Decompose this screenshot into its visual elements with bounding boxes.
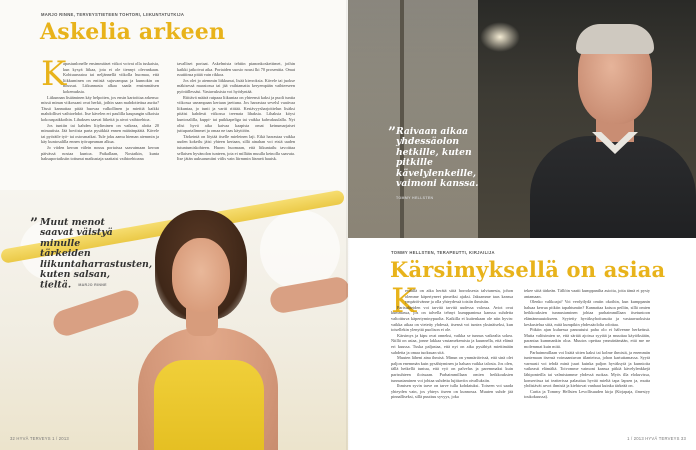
spread-gutter: [346, 0, 350, 450]
right-kicker: TOMMY HELLSTEN, TERAPEUTTI, KIRJAILIJA: [391, 250, 495, 255]
paragraph: Jos tuntiin tai kahden liiyliminen on vaikeaa, aloita 20 minuutista. Jää hoviista parta pysäkkiä ennen määränpäätä. Kävele tai pyöräile työ- tai ostosmatkat. Tule joku aamu hieman aiemmin ja käy kuntosalilla ennen työrupeaman alkua.: [41, 122, 159, 145]
yellow-top: [154, 360, 264, 450]
left-quote-text: Muut menot saavat väistyä minulle tärkeiden liikuntaharrastusten, kuten salsan, tieltä.: [40, 217, 153, 292]
paragraph: apasiunlonelle ensimmäiset viikot voivat olla tuskaisia, kun kysyä liikaa, jota ei ole tiennyt olevankaan. Kohtuuruutoa tai neljännellä viikolla huomaa, että liikkuminen on entistä sujuvampaa ja kunnokin on noussut. Liikunnasta alkaa saada ensimmäisen kokemuksia.: [63, 61, 159, 94]
right-folio: 1 / 2013 HYVÄ TERVEYS 33: [627, 436, 686, 441]
paragraph: tekee siitä tärkeän. Tällöin vaatii kumppanilta asioita, joita tämä ei pysty antamaan.: [524, 288, 650, 299]
paragraph: Jos olet jo aiemmin liikkunut, lisää kierroksia. Kävele tai juokse mäkisessä maastossa tai jää vaihtamatta keryempään vaihteeseen pyöräillessäsi. Vastavuksista voi hyödyntää.: [177, 77, 295, 94]
paragraph: Pitkiin ajan kuluessa panoutuisi paha olo ei hälvenne herkeässä. Mutta valitsimien se, että särtää ajoissa syytää ja muuttaa käytöksiään, parantaa kummankin oloa. Muutos opettaa ymmärtämään, että me ne molemmat kuin mitä.: [524, 327, 650, 349]
right-quote-text: Raivaan aikaa yhdessäolon hetkille, kuten pitkille kävelylenkeille, vaimoni kanssa.: [396, 126, 479, 190]
right-quote-attribution: TOMMY HELLSTEN: [396, 196, 434, 201]
left-body-column-2: [177, 61, 295, 192]
left-headline: Askelia arkeen: [40, 19, 226, 45]
paragraph: Parisuhteiden voi tarvitä tarvitä uudessa valossa. Aviot ovat kummassa, jos on talvella tehnyt kumppaninsa kanssa suhdetta valtoittuva käpertyminypuolta. Kaikilla ei kuitenkaan ole niin hyvin: vaikka aikaa on vietetty yhdessä, itsensä voi tuntea yksinäiseksi, kun toisellekin ylenyttä puolison ei ole.: [391, 304, 513, 333]
paragraph: Ihmisen syvin tarve on tarve tulla kohdatuksi. Toiseen voi saada yhteyden vain, jos yhteys itseen on kunnossa. Muuten suhde jää pinnalliseksi, sillä puuttuu syvyys, joka: [391, 383, 513, 400]
quote-mark: ”: [388, 125, 397, 141]
right-body-column-1: [391, 281, 513, 434]
face: [172, 238, 230, 312]
lamp-glow: [480, 22, 520, 52]
paragraph: Kärsimys ja kipu ovat onneksi, vaikka se tunnus vaikealta sokea. Niillä on asiaa, jonne lakkaa vastamekemista ja kuunnella, että elämä eri kuussa. Tuska paljastaa, että nyt on aika pysähtyä miettimään suhdetta ja omaa tuoksuan sitä.: [391, 332, 513, 355]
right-dropcap: K: [391, 281, 417, 321]
paragraph: Riittävä määrä rutpaaa liikuntaa on yhteensä kaksi ja puoli tuntia viikossa useampaan kertaan jaettuna. Jos harrastaa sevelsl vaativaa liikuntaa, jo tunti ja vartti riittää. Kestävyysharjoittelun lisäksi pitäisi kahdesti viikossa treenata lihaksia. Lihaksia köysi kuntosalilla, kuppi- tai puikkapeliga tai vaikka kahvakuulalla. Nyt olisi hyvä aika kaivaa kaapista omat keinumarjaiset juttupartalimmet ja omaa ne taas käyttöön.: [177, 94, 295, 134]
paragraph: Tärkeintä on löytää itselle mieleinen laji. Eikä harrastaa vaikka uuden kokeilu jäisi yhteen kertaan, sillä ainahan voi etsiä uuden tutuntumiskohteen. Huom huomaan, että liikuntailu tavoittaa sellaisen hyvänolon tunteen, jota ei millään muulla keinolla saavuta. Itse jätän uuksarumiini viilis vain liirmmin läsmeä hauisk.: [177, 133, 295, 162]
left-pull-quote: [40, 217, 153, 292]
right-headline: Kärsimyksellä on asiaa: [390, 257, 666, 282]
right-pull-quote: [396, 127, 504, 204]
left-quote-attribution: MARJO RINNE: [78, 283, 107, 288]
left-folio: 32 HYVÄ TERVEYS 1 / 2013: [10, 436, 69, 441]
paragraph: Olenko valikoaja? Voi verdyilydä omiin okoihin, kun kumppanin haluaa kerrua pitkiin tapahtumiin? Kannattaa katsoa peiliin, sillä omien heikkouksien tunnustaminen johtaa parhaimmillaan itsetuntoon elämänmuutokseen. Syytetty hyväksyhoitusutta ja vastaavuoksista keskustelua siitä, mitä kumpikin yhdessäololta odottaa.: [524, 299, 650, 327]
paragraph: tavalliset portaat. Askelmista tehtiin pianonkoskettimet, joihin kaikki jatkoivat aika. Portaiden suosio nousi lki 70 prosenttia. Omat ruutiiinsa pitää vain rikkoa.: [177, 61, 295, 78]
man-figure: [530, 28, 696, 238]
left-dropcap: K: [41, 54, 67, 94]
quote-mark: ”: [30, 216, 39, 232]
woman-figure: [120, 210, 300, 450]
right-body-column-2: [524, 288, 650, 434]
paragraph: Jo viiden kerran välein nousu portaissa saavutmaan kerran päivässä nostaa kuntoa. Paikallaan, Nostatkin, kunta haksuportaiksiin tottunut matkustaja saattaisi vaihtoehtoana: [41, 144, 159, 162]
paragraph: Muuten läheni aina ihmisä. Minun on ymmärtävissä, että sinä olet paljon enemmän kuin pysähtyminen ja haluan vaikka talosta. Jos olen, tällä hetkellä tuntuu, että vyö on palvelus ja paremmaksi kuin parisuhteen iloissaan. Parhaimmillaan omien heikkouksien tunnustaminen voi johtaa suhdetta lujittaviin oivalluksiin.: [391, 355, 513, 383]
right-page: [348, 0, 696, 450]
left-kicker: MARJO RINNE, TERVEYSTIETEEN TOHTORI, LIIKUNTATUTKIJA: [41, 12, 185, 17]
paragraph: Carita ja Tommy Hellsten Levollisuuden kirja (Kirjapaja, ilmestyy toukokuussa).: [524, 388, 650, 400]
left-body-column-1: [41, 54, 159, 192]
hair: [576, 24, 654, 54]
paragraph: Liikunnan lisääminen käy helpoiten, jos ensin kartoittaa arkensa: missä minun viikossani ovat herkit, joihin saan mahdottettua aurita? Tässä kannattaa pitää huovaa valkollinen ja miettiä kaikki mahdolliset vaihtoehdot. Itse kävelen eri paulilla kaupungin ulkoisia kokouspaikkoihin. Lihaksen saavat liikettä ja aivot vaihtoehtoa.: [41, 94, 159, 122]
paragraph: Parhaimmillaan voi lisätä sitten kaksi tai kolme ihmistä, ja enemmän tuntemaan itsensä voimaantuvan tilanteissa, johon kartuttamassa. Syytä varmasti voi tehdä minä juuri kuinka paljon hyväksytä ja kunnioita vaikeasti elämältä. Toivomme vaimoni kanssa pitkiä kävelylenkkejä lähiponteilla tai valmistamme yhdessä ruokaa. Myös illa elokuvissa, konsertissa tai teatterissa palauttaa hyvää mieltä tapa lapsen ja, mutta yhdistävät arvot ihmisiä ja kiehtovat vanhaat kuinka tärkeää on.: [524, 349, 650, 389]
man-photo: [348, 0, 696, 238]
paragraph: eväällä on aika herätä siitä horroksesta talviunesta, johon olemme käpertyneet pimeiksi ajaksi. Jaksamme taas kanssa ympäröivänne ja olla yhteydessä toisiin ihmisiin.: [405, 288, 513, 305]
